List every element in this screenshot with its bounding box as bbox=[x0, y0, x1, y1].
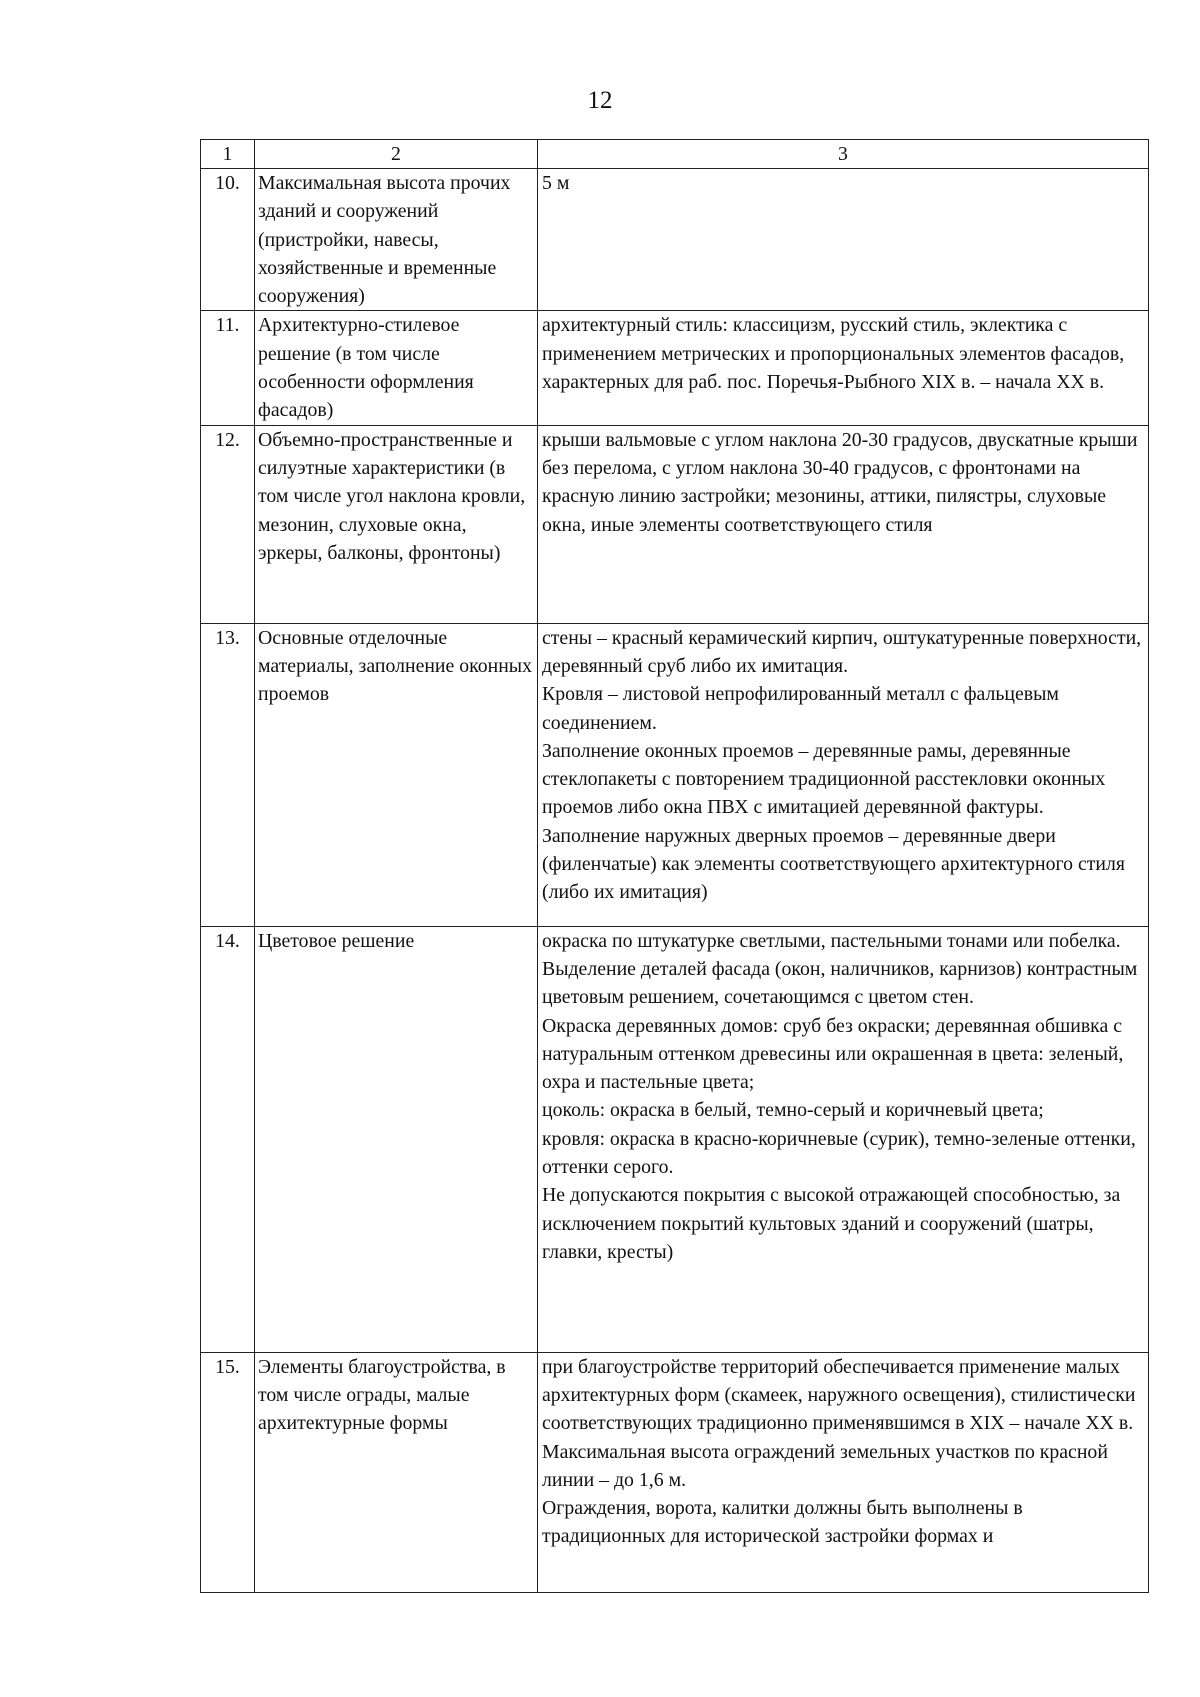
value-paragraph: крыши вальмовые с углом наклона 20-30 градусов, двускатные крыши без перелома, с углом наклона 30-40 градусов, с фронтонами на красную линию застройки; мезонины, аттики, пилястры, слуховые окна, иные элементы соответствующего стиля bbox=[542, 428, 1138, 536]
value-paragraph: цоколь: окраска в белый, темно-серый и коричневый цвета; bbox=[542, 1099, 1044, 1122]
value-paragraph: окраска по штукатурке светлыми, пастельными тонами или побелка. Выделение деталей фасада (окон, наличников, карнизов) контрастным цветовым решением, сочетающимся с цветом стен. bbox=[542, 929, 1138, 1009]
value-paragraph: стены – красный керамический кирпич, оштукатуренные поверхности, деревянный сруб либо их имитация. bbox=[542, 626, 1142, 677]
table-header-row bbox=[201, 140, 1149, 169]
column-header-3: 3 bbox=[538, 140, 1149, 169]
column-header-2: 2 bbox=[255, 140, 538, 169]
value-paragraph: Окраска деревянных домов: сруб без окраски; деревянная обшивка с натуральным оттенком древесины или окрашенная в цвета: зеленый, охра и пастельные цвета; bbox=[542, 1014, 1124, 1094]
row-number: 10. bbox=[201, 169, 255, 311]
parameter-name: Цветовое решение bbox=[255, 926, 538, 1352]
value-paragraph: Кровля – листовой непрофилированный металл с фальцевым соединением. bbox=[542, 683, 1059, 734]
table-row bbox=[201, 425, 1149, 623]
page-number: 12 bbox=[587, 87, 613, 114]
parameter-name: Основные отделочные материалы, заполнение оконных проемов bbox=[255, 623, 538, 926]
value-paragraph: Не допускаются покрытия с высокой отражающей способностью, за исключением покрытий культовых зданий и сооружений (шатры, главки, кресты) bbox=[542, 1184, 1121, 1263]
parameter-value bbox=[538, 425, 1149, 623]
table-row bbox=[201, 623, 1149, 926]
table-row bbox=[201, 926, 1149, 1352]
table-row bbox=[201, 311, 1149, 425]
value-paragraph: Максимальная высота ограждений земельных участков по красной линии – до 1,6 м. bbox=[542, 1440, 1108, 1491]
row-number: 12. bbox=[201, 425, 255, 623]
row-number: 13. bbox=[201, 623, 255, 926]
parameter-name: Элементы благоустройства, в том числе ограды, малые архитектурные формы bbox=[255, 1352, 538, 1592]
value-paragraph: Заполнение наружных дверных проемов – деревянные двери (филенчатые) как элементы соответствующего архитектурного стиля (либо их имитация) bbox=[542, 824, 1125, 904]
parameter-value bbox=[538, 169, 1149, 311]
parameter-name: Архитектурно-стилевое решение (в том числе особенности оформления фасадов) bbox=[255, 311, 538, 425]
value-paragraph: при благоустройстве территорий обеспечивается применение малых архитектурных форм (скамеек, наружного освещения), стилистически соответствующих традиционно применявшимся в XIX – начале XX в. bbox=[542, 1355, 1136, 1435]
parameter-name: Максимальная высота прочих зданий и сооружений (пристройки, навесы, хозяйственные и временные сооружения) bbox=[255, 169, 538, 311]
regulations-table bbox=[200, 139, 1149, 1593]
row-number: 14. bbox=[201, 926, 255, 1352]
column-header-1: 1 bbox=[201, 140, 255, 169]
parameter-name: Объемно-пространственные и силуэтные характеристики (в том числе угол наклона кровли, мезонин, слуховые окна, эркеры, балконы, фронтоны) bbox=[255, 425, 538, 623]
parameter-value bbox=[538, 1352, 1149, 1592]
table-row bbox=[201, 169, 1149, 311]
table-row bbox=[201, 1352, 1149, 1592]
value-paragraph: 5 м bbox=[542, 172, 570, 194]
value-paragraph: кровля: окраска в красно-коричневые (сурик), темно-зеленые оттенки, оттенки серого. bbox=[542, 1127, 1136, 1179]
row-number: 15. bbox=[201, 1352, 255, 1592]
value-paragraph: архитектурный стиль: классицизм, русский стиль, эклектика с применением метрических и пропорциональных элементов фасадов, характерных для раб. пос. Поречья-Рыбного XIX в. – начала XX в. bbox=[542, 314, 1125, 394]
value-paragraph: Ограждения, ворота, калитки должны быть выполнены в традиционных для исторической застройки формах и bbox=[542, 1497, 1023, 1548]
row-number: 11. bbox=[201, 311, 255, 425]
value-paragraph: Заполнение оконных проемов – деревянные рамы, деревянные стеклопакеты с повторением традиционной расстекловки оконных проемов либо окна ПВХ с имитацией деревянной фактуры. bbox=[542, 739, 1106, 819]
parameter-value bbox=[538, 623, 1149, 926]
parameter-value bbox=[538, 311, 1149, 425]
parameter-value bbox=[538, 926, 1149, 1352]
